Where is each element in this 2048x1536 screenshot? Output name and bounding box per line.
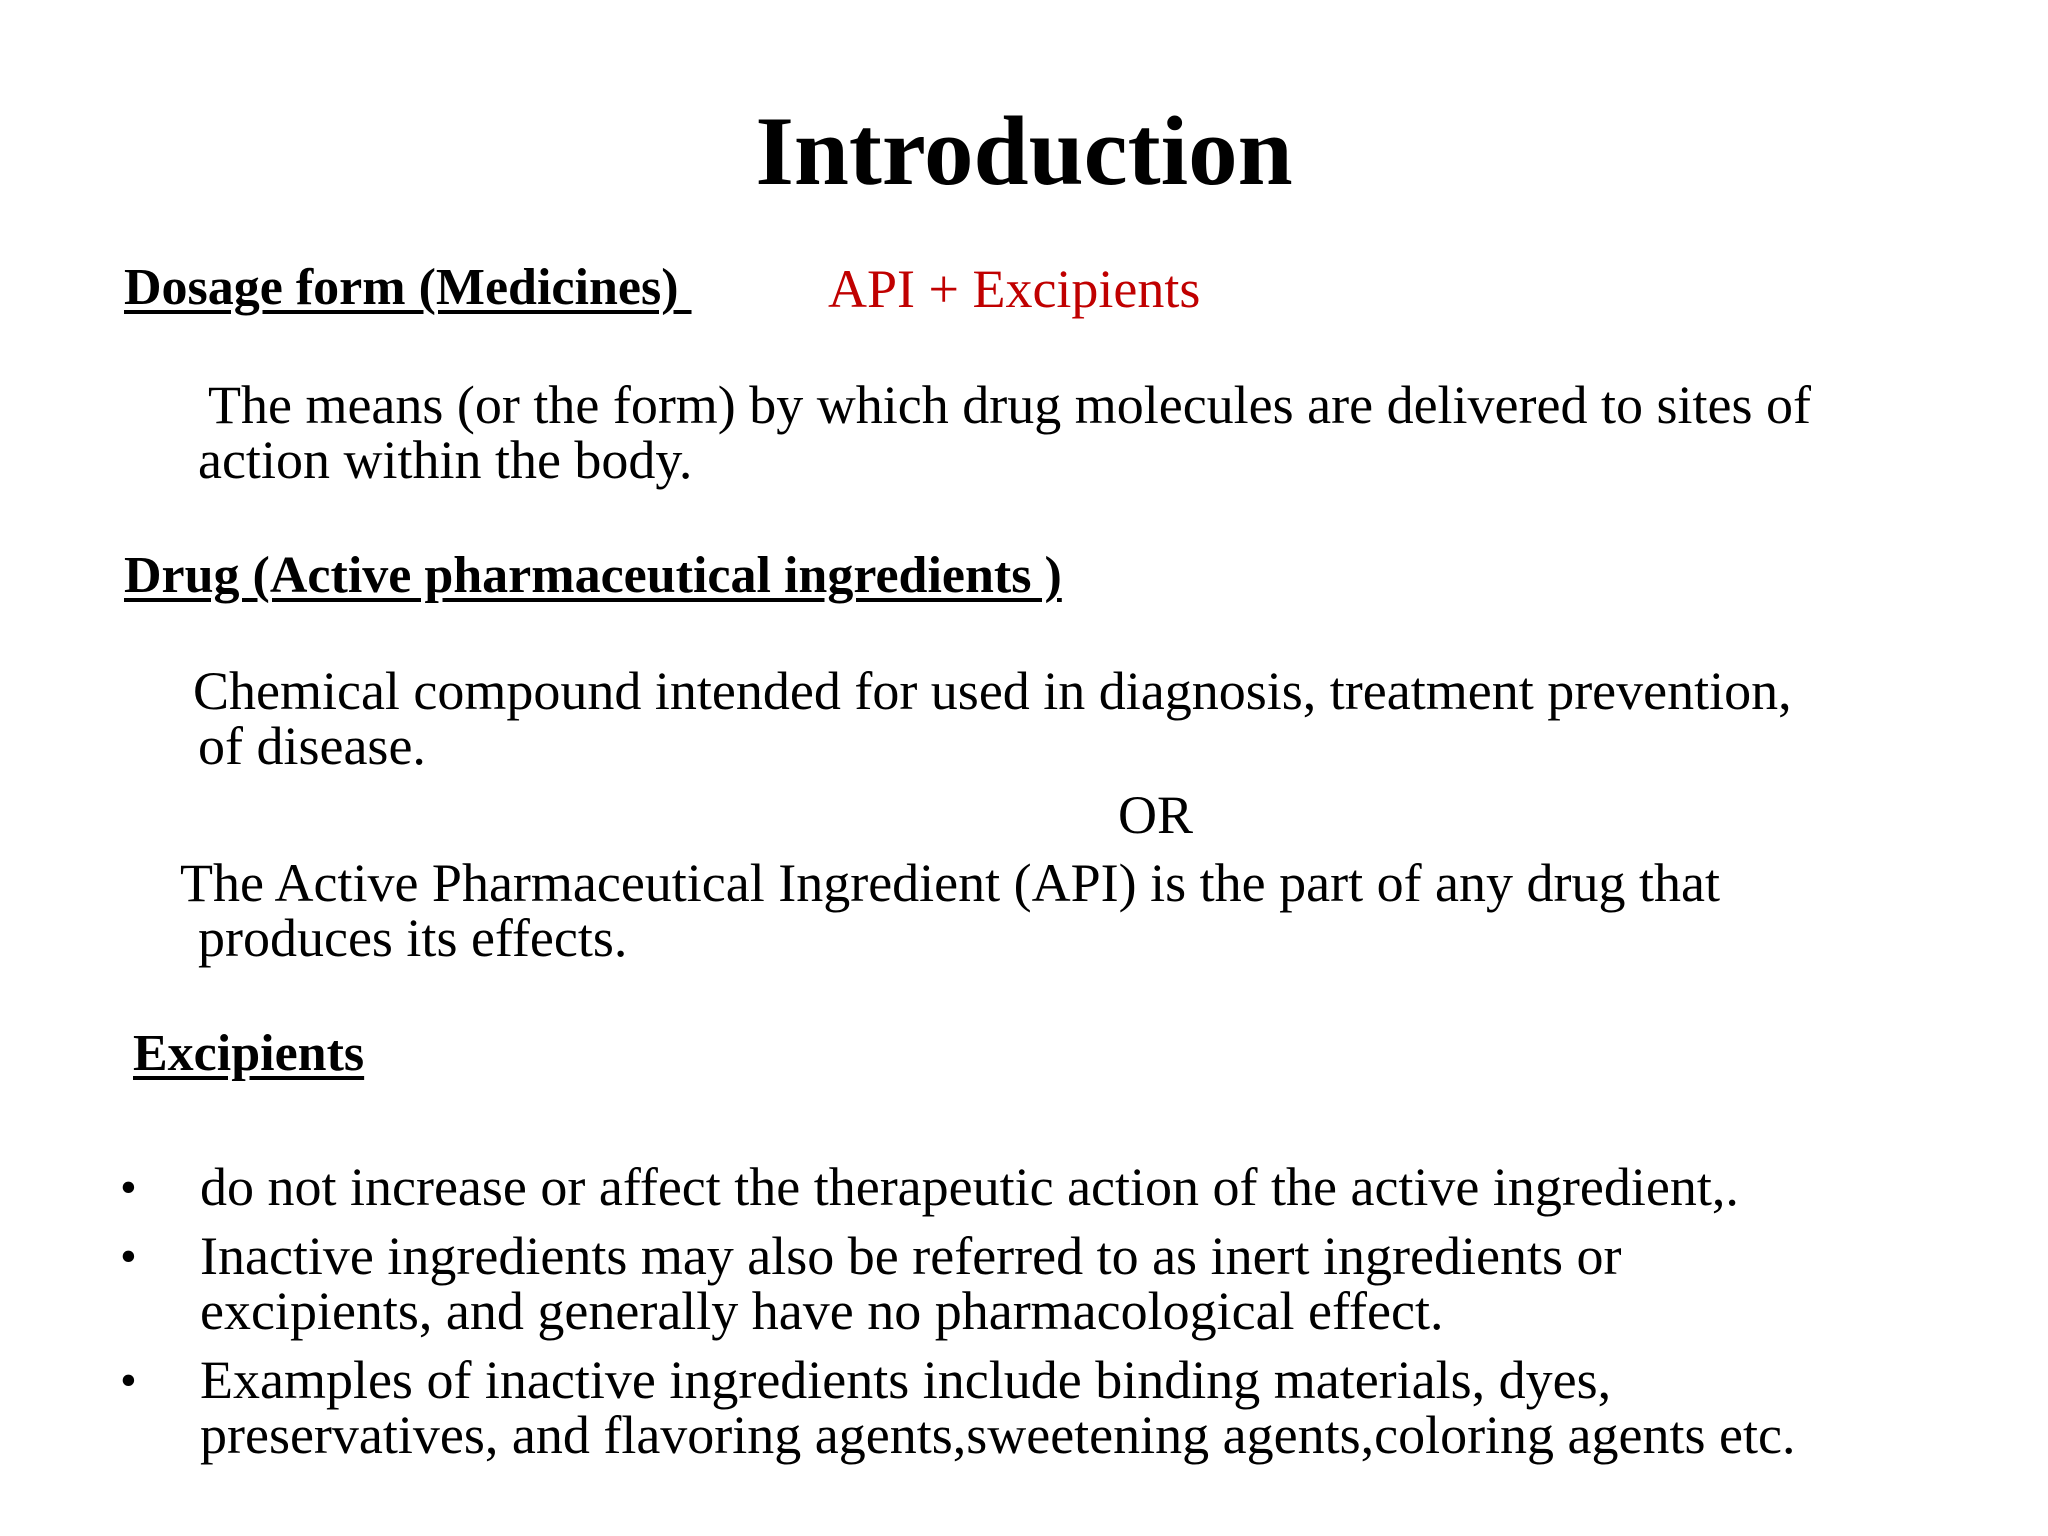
dosage-form-definition-line2: action within the body. bbox=[198, 430, 693, 490]
bullet-text-line: excipients, and generally have no pharmacological effect. bbox=[200, 1281, 1444, 1341]
dosage-form-definition-line1: The means (or the form) by which drug molecules are delivered to sites of bbox=[208, 375, 1811, 435]
list-item bbox=[120, 1157, 2000, 1217]
dosage-form-heading: Dosage form (Medicines) bbox=[124, 259, 692, 316]
excipients-bullet-list bbox=[120, 1157, 2000, 1477]
bullet-dot: • bbox=[120, 1230, 137, 1283]
bullet-text-line: Examples of inactive ingredients include binding materials, dyes, bbox=[200, 1350, 1612, 1410]
bullet-text-line: Inactive ingredients may also be referred to as inert ingredients or bbox=[200, 1226, 1622, 1286]
bullet-text-line: do not increase or affect the therapeutic action of the active ingredient,. bbox=[200, 1157, 1739, 1217]
drug-alt-definition-line2: produces its effects. bbox=[198, 908, 628, 968]
bullet-text-line: preservatives, and flavoring agents,sweetening agents,coloring agents etc. bbox=[200, 1405, 1796, 1465]
excipients-heading: Excipients bbox=[133, 1025, 365, 1082]
drug-alt-definition-line1: The Active Pharmaceutical Ingredient (API) is the part of any drug that bbox=[180, 853, 1720, 913]
drug-definition-line2: of disease. bbox=[198, 716, 426, 776]
bullet-dot: • bbox=[120, 1354, 137, 1407]
list-item bbox=[120, 1226, 2000, 1341]
drug-heading: Drug (Active pharmaceutical ingredients ) bbox=[124, 547, 1062, 604]
drug-definition-line1: Chemical compound intended for used in diagnosis, treatment prevention, bbox=[193, 661, 1792, 721]
dosage-form-formula: API + Excipients bbox=[828, 259, 1201, 319]
list-item bbox=[120, 1350, 2000, 1465]
or-separator: OR bbox=[1118, 785, 1194, 845]
slide-title: Introduction bbox=[755, 97, 1293, 206]
bullet-dot: • bbox=[120, 1161, 137, 1214]
